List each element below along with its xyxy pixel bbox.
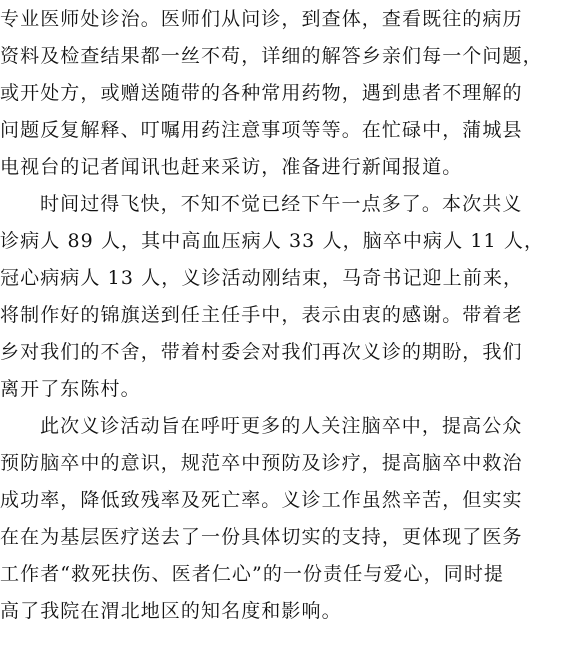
text-line: 问题反复解释、叮嘱用药注意事项等等。在忙碌中，蒲城县: [0, 119, 523, 141]
text-line: 离开了东陈村。: [0, 378, 141, 400]
text-line: 资料及检查结果都一丝不苟，详细的解答乡亲们每一个问题，: [0, 45, 543, 67]
text-line: 高了我院在渭北地区的知名度和影响。: [0, 600, 342, 622]
text-line: 此次义诊活动旨在呼吁更多的人关注脑卒中，提高公众: [40, 415, 523, 437]
text-line: 将制作好的锦旗送到任主任手中，表示由衷的感谢。带着老: [0, 304, 523, 326]
text-line: 诊病人 89 人，其中高血压病人 33 人，脑卒中病人 11 人，: [0, 230, 545, 252]
text-line: 工作者“救死扶伤、医者仁心”的一份责任与爱心，同时提: [0, 563, 505, 585]
text-line: 冠心病病人 13 人，义诊活动刚结束，马奇书记迎上前来，: [0, 267, 524, 289]
text-line: 时间过得飞快，不知不觉已经下午一点多了。本次共义: [40, 193, 523, 215]
text-line: 或开处方，或赠送随带的各种常用药物，遇到患者不理解的: [0, 82, 523, 104]
text-line: 成功率，降低致残率及死亡率。义诊工作虽然辛苦，但实实: [0, 489, 523, 511]
text-line: 专业医师处诊治。医师们从问诊，到查体，查看既往的病历: [0, 8, 523, 30]
text-line: 电视台的记者闻讯也赶来采访，准备进行新闻报道。: [0, 156, 463, 178]
text-line: 乡对我们的不舍，带着村委会对我们再次义诊的期盼，我们: [0, 341, 523, 363]
text-line: 预防脑卒中的意识，规范卒中预防及诊疗，提高脑卒中救治: [0, 452, 523, 474]
text-line: 在在为基层医疗送去了一份具体切实的支持，更体现了医务: [0, 526, 523, 548]
